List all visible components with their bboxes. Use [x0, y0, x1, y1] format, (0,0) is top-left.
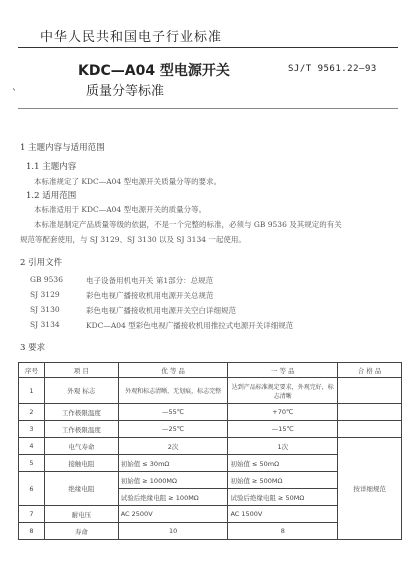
header-rule	[18, 47, 398, 48]
row-no: 2	[19, 404, 45, 421]
row-best: 10	[118, 523, 228, 540]
row-first: 达到产品标准规定要求，外观完好，标志清晰	[228, 378, 338, 404]
row-best: —55℃	[118, 404, 228, 421]
section-1-1-text: 本标准规定了 KDC—A04 型电源开关质量分等的要求。	[34, 177, 222, 186]
section-2-title: 2 引用文件	[20, 258, 63, 268]
row-no: 4	[19, 438, 45, 455]
section-1-1-title: 1.1 主题内容	[26, 162, 77, 172]
row-item: 工作极限温度	[44, 404, 118, 421]
row-no: 5	[19, 455, 45, 472]
row-no: 1	[19, 378, 45, 404]
section-1-2-text-2: 本标准是制定产品质量等级的依据，不是一个完整的标准，必须与 GB 9536 及其规定的有关	[34, 220, 342, 229]
section-1-2-title: 1.2 适用范围	[26, 191, 77, 201]
row-item: 耐电压	[44, 506, 118, 523]
row-no: 8	[19, 523, 45, 540]
row-no: 7	[19, 506, 45, 523]
row-no: 6	[19, 472, 45, 506]
row-item: 外观 标志	[44, 378, 118, 404]
reference-code: SJ 3129	[30, 290, 60, 299]
row-item: 工作极限温度	[44, 421, 118, 438]
header-first-grade: 一 等 品	[228, 363, 338, 378]
row-first: 试验后绝缘电阻 ≥ 50MΩ	[228, 489, 338, 506]
table-row	[19, 438, 402, 455]
title-mark: `	[12, 89, 17, 100]
document-title: KDC—A04 型电源开关	[78, 63, 230, 79]
row-first: 1次	[228, 438, 338, 455]
header-pass-grade: 合 格 品	[338, 363, 402, 378]
reference-code: SJ 3134	[30, 320, 60, 329]
table-header-row	[19, 363, 402, 378]
table-row	[19, 378, 402, 404]
row-first: 8	[228, 523, 338, 540]
reference-code: SJ 3130	[30, 305, 60, 314]
section-1-2-text-1: 本标准适用于 KDC—A04 型电源开关的质量分等。	[34, 205, 207, 214]
section-1-title: 1 主题内容与适用范围	[20, 143, 105, 153]
row-pass-merged: 按详细规范	[338, 438, 402, 540]
reference-code: GB 9536	[30, 275, 63, 284]
row-item: 电气寿命	[44, 438, 118, 455]
row-first: +70℃	[228, 404, 338, 421]
row-first: —15℃	[228, 421, 338, 438]
row-pass	[338, 404, 402, 421]
row-pass	[338, 421, 402, 438]
row-first: 初始值 ≥ 500MΩ	[228, 472, 338, 489]
header-best-grade: 优 等 品	[118, 363, 228, 378]
row-best: 初始值 ≤ 30mΩ	[118, 455, 228, 472]
reference-title: 电子设备用机电开关 第1部分：总规范	[86, 276, 214, 285]
section-1-2-text-3: 规范等配套使用，与 SJ 3129、SJ 3130 以及 SJ 3134 一起使用。	[20, 235, 246, 244]
header-no: 序号	[19, 363, 45, 378]
title-rule	[18, 108, 398, 109]
row-first: 初始值 ≤ 50mΩ	[228, 455, 338, 472]
row-best: AC 2500V	[118, 506, 228, 523]
row-best: 外观和标志清晰，无划痕，标志完整	[118, 378, 228, 404]
standard-number: SJ/T 9561.22—93	[288, 64, 377, 74]
row-no: 3	[19, 421, 45, 438]
table-row	[19, 421, 402, 438]
row-item: 绝缘电阻	[44, 472, 118, 506]
requirements-table	[18, 362, 402, 540]
row-best: 初始值 ≥ 1000MΩ	[118, 472, 228, 489]
row-best: 试验后绝缘电阻 ≥ 100MΩ	[118, 489, 228, 506]
row-best: 2次	[118, 438, 228, 455]
row-item: 寿命	[44, 523, 118, 540]
row-first: AC 1500V	[228, 506, 338, 523]
document-header: 中华人民共和国电子行业标准	[40, 30, 223, 45]
table-row	[19, 404, 402, 421]
document-subtitle: 质量分等标准	[86, 84, 165, 99]
reference-title: KDC—A04 型彩色电视广播接收机用推拉式电源开关详细规范	[86, 321, 294, 330]
reference-title: 彩色电视广播接收机用电源开关总规范	[86, 291, 214, 300]
reference-title: 彩色电视广播接收机用电源开关空白详细规范	[86, 306, 236, 315]
row-pass	[338, 378, 402, 404]
header-item: 项 目	[44, 363, 118, 378]
row-best: —25℃	[118, 421, 228, 438]
section-3-title: 3 要求	[20, 343, 46, 353]
row-item: 接触电阻	[44, 455, 118, 472]
